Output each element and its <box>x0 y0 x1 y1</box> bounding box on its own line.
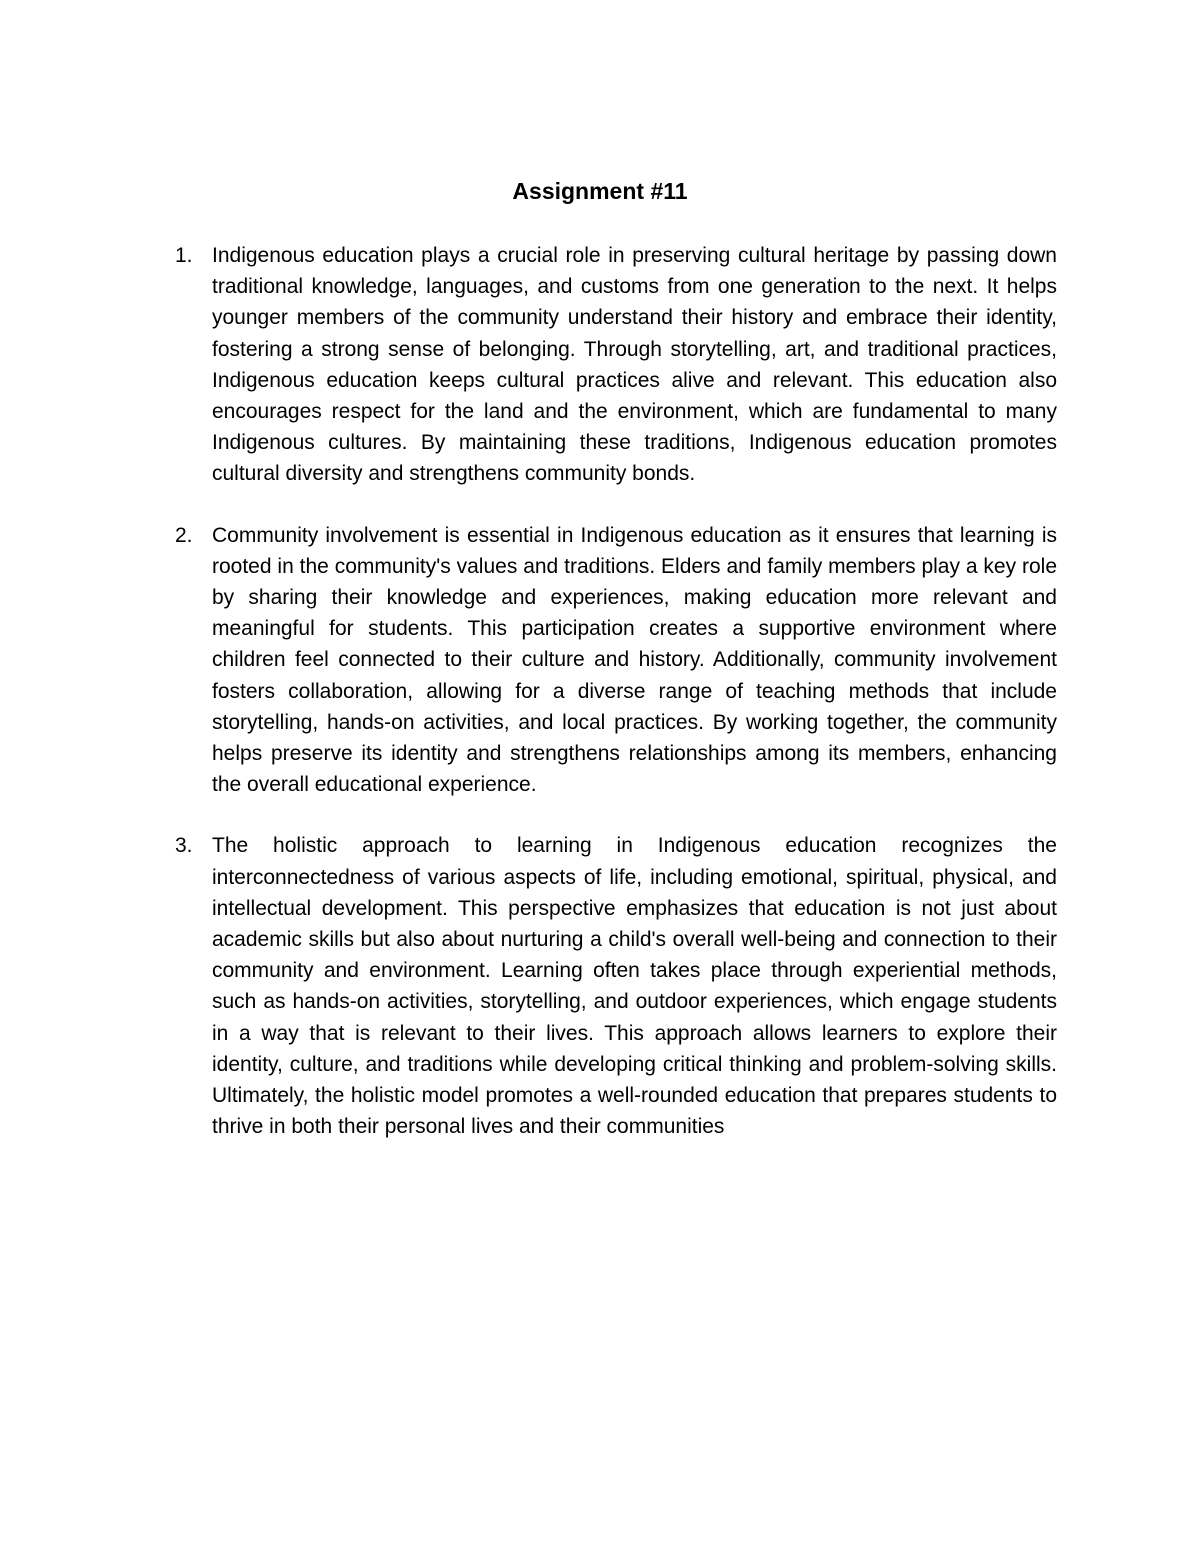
list-item-2 <box>175 520 1057 801</box>
list-item-text: The holistic approach to learning in Indigenous education recognizes the interconnectedness of various aspects of life, including emotional, spiritual, physical, and intellectual development. This perspective emphasizes that education is not just about academic skills but also about nurturing a child's overall well-being and connection to their community and environment. Learning often takes place through experiential methods, such as hands-on activities, storytelling, and outdoor experiences, which engage students in a way that is relevant to their lives. This approach allows learners to explore their identity, culture, and traditions while developing critical thinking and problem-solving skills. Ultimately, the holistic model promotes a well-rounded education that prepares students to thrive in both their personal lives and their communities <box>212 834 1057 1139</box>
list-item-text: Community involvement is essential in Indigenous education as it ensures that learning is rooted in the community's values and traditions. Elders and family members play a key role by sharing their knowledge and experiences, making education more relevant and meaningful for students. This participation creates a supportive environment where children feel connected to their culture and history. Additionally, community involvement fosters collaboration, allowing for a diverse range of teaching methods that include storytelling, hands-on activities, and local practices. By working together, the community helps preserve its identity and strengthens relationships among its members, enhancing the overall educational experience. <box>212 523 1057 797</box>
list-item-1 <box>175 240 1057 490</box>
list-item-text: Indigenous education plays a crucial role in preserving cultural heritage by passing down traditional knowledge, languages, and customs from one generation to the next. It helps younger members of the community understand their history and embrace their identity, fostering a strong sense of belonging. Through storytelling, art, and traditional practices, Indigenous education keeps cultural practices alive and relevant. This education also encourages respect for the land and the environment, which are fundamental to many Indigenous cultures. By maintaining these traditions, Indigenous education promotes cultural diversity and strengthens community bonds. <box>212 244 1057 486</box>
list-item-3 <box>175 830 1057 1142</box>
numbered-list <box>175 240 1057 1172</box>
page-title: Assignment #11 <box>512 178 688 204</box>
list-item-number: 2. <box>175 523 193 547</box>
list-item-number: 1. <box>175 244 193 267</box>
list-item-number: 3. <box>175 834 193 858</box>
